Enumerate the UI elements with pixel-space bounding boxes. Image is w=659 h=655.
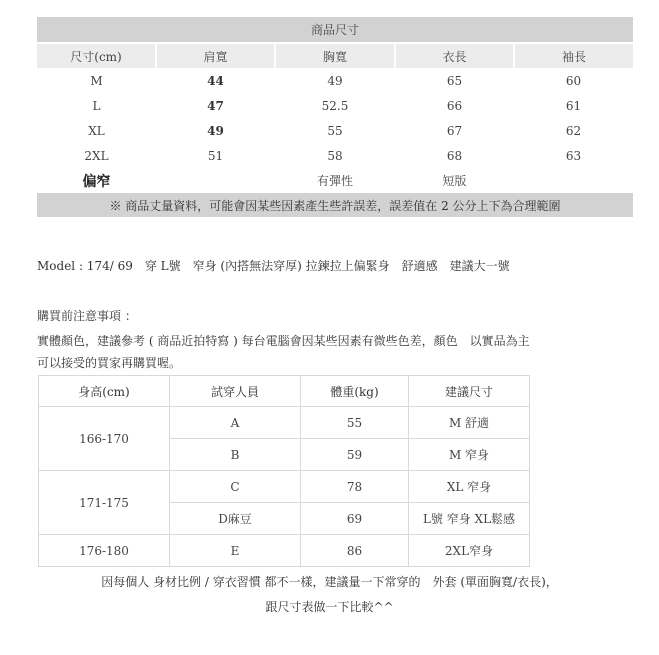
size-cell: 49 <box>207 123 224 138</box>
header-length: 衣長 <box>395 43 514 68</box>
attribute-length: 短版 <box>442 174 467 188</box>
size-note-row <box>37 193 633 217</box>
fit-weight: 86 <box>301 535 409 567</box>
size-cell: 49 <box>327 73 343 88</box>
attribute-cell <box>514 168 633 193</box>
fit-tester: D麻豆 <box>170 503 301 535</box>
attribute-shoulder-fit: 偏窄 <box>82 173 111 190</box>
fit-size: M 窄身 <box>409 439 530 471</box>
notice-title: 購買前注意事項 ： <box>37 309 137 323</box>
size-cell: 65 <box>446 73 463 88</box>
header-shoulder: 肩寬 <box>156 43 275 68</box>
size-table-header-row <box>37 43 633 68</box>
fit-size: L號 窄身 XL鬆感 <box>409 503 530 535</box>
fit-header-tester: 試穿人員 <box>170 376 301 407</box>
size-cell: 58 <box>327 148 343 163</box>
fit-height-range: 166-170 <box>39 407 170 471</box>
fit-tester: A <box>170 407 301 439</box>
size-cell: 60 <box>565 73 582 88</box>
attribute-stretch: 有彈性 <box>316 174 353 188</box>
size-table <box>37 17 633 217</box>
header-size: 尺寸(cm) <box>37 43 156 68</box>
size-attributes-row <box>37 168 633 193</box>
size-row-m <box>37 68 633 93</box>
fit-size: M 舒適 <box>409 407 530 439</box>
header-chest: 胸寬 <box>275 43 395 68</box>
size-cell: 66 <box>446 98 463 113</box>
size-row-l <box>37 93 633 118</box>
size-row-2xl <box>37 143 633 168</box>
fit-row <box>39 471 530 503</box>
fit-height-range: 171-175 <box>39 471 170 535</box>
footer-line-2: 跟尺寸表做一下比較^^ <box>265 600 394 614</box>
size-cell: 67 <box>446 123 463 138</box>
fit-header-suggested-size: 建議尺寸 <box>409 376 530 407</box>
fit-table-header-row <box>39 376 530 407</box>
fit-tester: B <box>170 439 301 471</box>
size-cell: 55 <box>327 123 343 138</box>
size-cell: XL <box>88 123 105 138</box>
size-table-title: 商品尺寸 <box>37 17 633 43</box>
model-info: Model : 174/ 69 穿 L號 窄身 (內搭無法穿厚) 拉鍊拉上偏緊身 舒適感 建議大一號 <box>37 259 510 273</box>
fit-height-range: 176-180 <box>39 535 170 567</box>
size-cell: 63 <box>565 148 582 163</box>
size-cell: L <box>92 98 101 113</box>
fit-weight: 59 <box>301 439 409 471</box>
notice-line-1: 實體顏色，建議參考 ( 商品近拍特寫 ) 每台電腦會因某些因素有微些色差，顏色 以實品為主 <box>37 334 530 348</box>
size-cell: 62 <box>565 123 582 138</box>
size-cell: 68 <box>446 148 463 163</box>
fit-header-weight: 體重(kg) <box>301 376 409 407</box>
size-cell: 52.5 <box>321 98 349 113</box>
size-cell: 44 <box>207 73 224 88</box>
size-table-title-row <box>37 17 633 43</box>
fit-weight: 69 <box>301 503 409 535</box>
footer-line-1: 因每個人 身材比例 / 穿衣習慣 都不一樣，建議量一下常穿的 外套 (單面胸寬/衣長)， <box>101 575 558 589</box>
fit-tester: E <box>170 535 301 567</box>
size-cell: 2XL <box>84 148 109 163</box>
fit-size: 2XL窄身 <box>409 535 530 567</box>
fit-weight: 55 <box>301 407 409 439</box>
size-cell: 47 <box>207 98 224 113</box>
size-row-xl <box>37 118 633 143</box>
header-sleeve: 袖長 <box>514 43 633 68</box>
notice-line-2: 可以接受的買家再購買喔。 <box>37 356 182 370</box>
fit-row <box>39 407 530 439</box>
size-cell: M <box>90 73 103 88</box>
fit-tester: C <box>170 471 301 503</box>
size-note: ※ 商品丈量資料，可能會因某些因素產生些許誤差，誤差值在 2 公分上下為合理範圍 <box>37 193 633 217</box>
fit-size: XL 窄身 <box>409 471 530 503</box>
attribute-cell <box>156 168 275 193</box>
size-cell: 61 <box>565 98 582 113</box>
fit-row <box>39 535 530 567</box>
fit-table <box>38 375 530 567</box>
size-cell: 51 <box>207 148 224 163</box>
fit-header-height: 身高(cm) <box>39 376 170 407</box>
fit-weight: 78 <box>301 471 409 503</box>
